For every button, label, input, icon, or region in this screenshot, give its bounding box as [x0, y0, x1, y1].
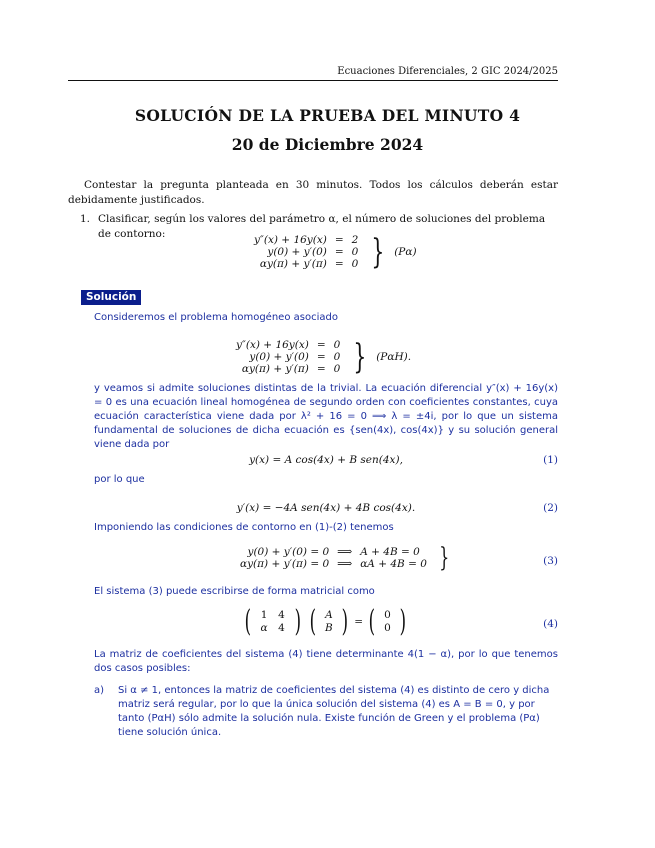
page-subtitle-date: 20 de Diciembre 2024 — [231, 135, 424, 154]
system-label: (Pα) — [394, 246, 417, 258]
eq3-lhs: y(0) + y′(0) = 0 — [247, 546, 330, 558]
left-paren: ( — [369, 604, 376, 639]
right-paren: ) — [399, 604, 406, 639]
solution-badge: Solución — [81, 290, 141, 305]
solution-paragraph-4: Imponiendo las condiciones de contorno en (1)-(2) tenemos — [94, 522, 394, 533]
matrix-entry: 4 — [278, 622, 285, 634]
instructions: Contestar la pregunta planteada en 30 minutos. Todos los cálculos deberán estar debidamente justificados. — [68, 179, 558, 206]
sys-lhs: y″(x) + 16y(x) — [236, 339, 309, 351]
sys-rhs: 0 — [333, 363, 341, 375]
homogeneous-label: (PαH). — [376, 351, 412, 363]
case-a — [94, 684, 558, 740]
equation-2-number: (2) — [543, 502, 558, 514]
case-a-label: a) — [94, 685, 105, 696]
right-brace: } — [353, 337, 367, 377]
right-brace: } — [371, 232, 385, 272]
sys-rhs: 0 — [333, 351, 341, 363]
matrix-entry: α — [260, 622, 268, 634]
equation-2: y′(x) = −4A sen(4x) + 4B cos(4x). — [236, 502, 416, 514]
right-brace: } — [439, 543, 450, 573]
equation-1-number: (1) — [543, 454, 558, 466]
matrix-entry: 1 — [260, 609, 268, 621]
solution-paragraph-2: y veamos si admite soluciones distintas de la trivial. La ecuación diferencial y″(x) + 16y(x) = 0 es una ecuación lineal homogénea de segundo orden con coeficientes constantes, cuya ecuación característica viene dada por λ² + 16 = 0 ⟹ λ = ±4i, por lo que un sistema fundamental de soluciones de dicha ecuación es {sen(4x), cos(4x)} y su solución general viene dada por — [94, 383, 558, 450]
eq3-rhs: αA + 4B = 0 — [360, 558, 427, 570]
sys-rhs: 2 — [351, 234, 359, 246]
sys-rhs: 0 — [351, 246, 359, 258]
solution-paragraph-5: El sistema (3) puede escribirse de forma matricial como — [94, 586, 375, 597]
sys-rhs: 0 — [333, 339, 341, 351]
solution-paragraph-6: La matriz de coeficientes del sistema (4) tiene determinante 4(1 − α), por lo que tenemos dos casos posibles: — [94, 649, 558, 674]
equation-1: y(x) = A cos(4x) + B sen(4x), — [249, 454, 403, 466]
zero-entry: 0 — [384, 609, 391, 621]
case-a-text: Si α ≠ 1, entonces la matriz de coeficientes del sistema (4) es distinto de cero y dicha matriz será regular, por lo que la única solución del sistema (4) es A = B = 0, y por tanto (PαH) sólo admite la solución nula. Existe función de Green y el problema (Pα) tiene solución única. — [118, 685, 550, 738]
sys-lhs: αy(π) + y′(π) — [259, 258, 327, 270]
solution-paragraph-3: por lo que — [94, 474, 145, 485]
implies-arrow: ⟹ — [337, 558, 353, 570]
right-paren: ) — [341, 604, 349, 639]
problem-number: 1. — [80, 213, 91, 225]
zero-entry: 0 — [384, 622, 391, 634]
sys-lhs: y(0) + y′(0) — [267, 246, 327, 258]
sys-lhs: y(0) + y′(0) — [249, 351, 309, 363]
vector-entry: B — [325, 622, 333, 634]
equation-3-number: (3) — [543, 555, 558, 567]
homogeneous-system: y″(x) + 16y(x) = 0 y(0) + y′(0) = 0 αy(π) + y′(π) = 0 } (PαH). — [232, 339, 411, 375]
vector-entry: A — [325, 609, 333, 621]
matrix-entry: 4 — [278, 609, 285, 621]
problem-system: y″(x) + 16y(x) = 2 y(0) + y′(0) = 0 αy(π) + y′(π) = 0 } (Pα) — [250, 234, 417, 270]
running-header: Ecuaciones Diferenciales, 2 GIC 2024/2025 — [337, 66, 558, 77]
problem-statement: Clasificar, según los valores del parámetro α, el número de soluciones del problema de contorno: — [98, 213, 546, 240]
eq3-rhs: A + 4B = 0 — [360, 546, 420, 558]
eq3-lhs: αy(π) + y′(π) = 0 — [240, 558, 330, 570]
matrix-equation: ( 1 α 4 4 ) ( A B ) = ( 0 0 ) — [244, 604, 406, 639]
solution-intro: Consideremos el problema homogéneo asociado — [94, 312, 338, 323]
equation-3 — [236, 545, 453, 571]
left-paren: ( — [244, 604, 252, 639]
page-title: SOLUCIÓN DE LA PRUEBA DEL MINUTO 4 — [134, 106, 521, 125]
equation-4-number: (4) — [543, 618, 558, 630]
header-rule — [68, 80, 558, 81]
sys-lhs: y″(x) + 16y(x) — [254, 234, 327, 246]
right-paren: ) — [294, 604, 301, 639]
sys-lhs: αy(π) + y′(π) — [241, 363, 309, 375]
left-paren: ( — [309, 604, 316, 639]
implies-arrow: ⟹ — [337, 546, 353, 558]
sys-rhs: 0 — [351, 258, 359, 270]
